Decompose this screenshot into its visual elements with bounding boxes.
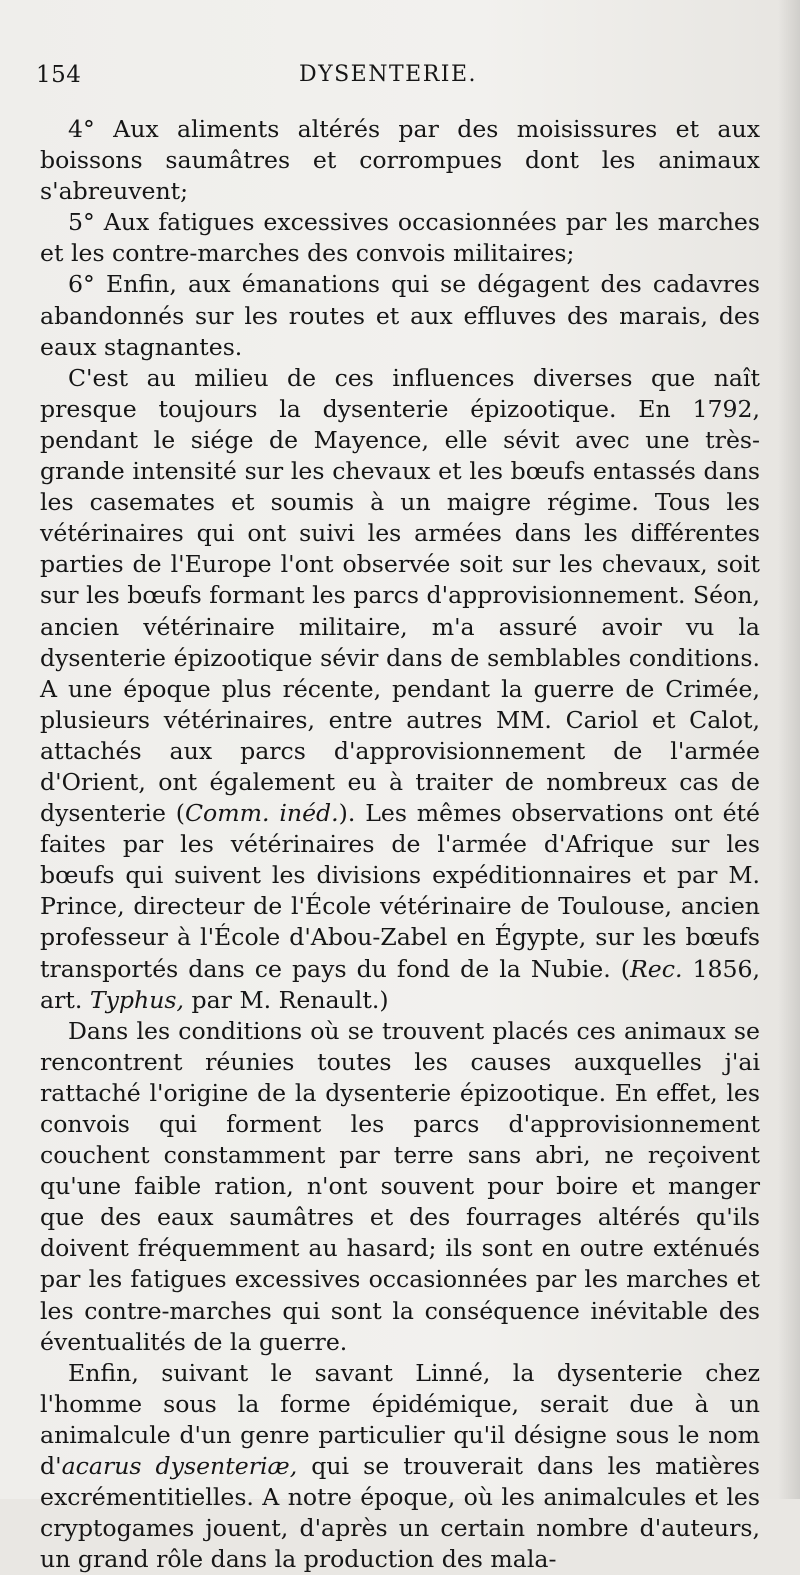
page-number: 154 <box>36 62 82 88</box>
text-run: Enfin, suivant le savant Linné, la dysenterie chez l'homme sous la forme épidémique, serait due à un animalcule d'un genre particulier qu'il désigne sous le nom d' <box>40 1358 760 1481</box>
paragraph-linne <box>40 1358 760 1575</box>
body-text <box>40 114 760 1575</box>
text-run: par M. Renault.) <box>184 985 389 1014</box>
italic-run-comm-ined: Comm. inéd. <box>184 799 339 828</box>
italic-run-acarus: acarus dysenteriæ, <box>61 1452 298 1481</box>
page-header <box>36 62 740 102</box>
text-run: C'est au milieu de ces influences diverses que naît presque toujours la dysenterie épizootique. En 1792, pendant le siége de Mayence, elle sévit avec une très-grande intensité sur les chevaux et les bœufs entassés dans les casemates et soumis à un maigre régime. Tous les vétérinaires qui ont suivi les armées dans les différentes parties de l'Europe l'ont observée soit sur les chevaux, soit sur les bœufs formant les parcs d'approvisionnement. Séon, ancien vétérinaire militaire, m'a assuré avoir vu la dysenterie épizootique sévir dans de semblables conditions. A une époque plus récente, pendant la guerre de Crimée, plusieurs vétérinaires, entre autres MM. Cariol et Calot, attachés aux parcs d'approvisionnement de l'armée d'Orient, ont également eu à traiter de nombreux cas de dysenterie ( <box>40 363 760 828</box>
italic-run-rec: Rec. <box>630 954 683 983</box>
paragraph-item-5: 5° Aux fatigues excessives occasionnées par les marches et les contre-marches des convois militaires; <box>40 208 760 268</box>
italic-run-typhus: Typhus, <box>89 985 184 1014</box>
paragraph-conditions-convois: Dans les conditions où se trouvent placés ces animaux se rencontrent réunies toutes les causes auxquelles j'ai rattaché l'origine de la dysenterie épizootique. En effet, les convois qui forment les parcs d'approvisionnement couchent constamment par terre sans abri, ne reçoivent qu'une faible ration, n'ont souvent pour boire et manger que des eaux saumâtres et des fourrages altérés qu'ils doivent fréquemment au hasard; ils sont en outre exténués par les fatigues excessives occasionnées par les marches et les contre-marches qui sont la conséquence inévitable des éventualités de la guerre. <box>40 1016 760 1356</box>
paragraph-item-4: 4° Aux aliments altérés par des moisissures et aux boissons saumâtres et corrompues dont les animaux s'abreuvent; <box>40 115 760 206</box>
text-run: qui se trouverait dans les matières excrémentitielles. A notre époque, où les animalcules et les cryptogames jouent, d'après un certain nombre d'auteurs, un grand rôle dans la production des mala- <box>40 1452 760 1574</box>
paragraph-dysenterie-militaire <box>40 363 760 1016</box>
page-edge-shadow <box>778 0 800 1499</box>
paragraph-item-6: 6° Enfin, aux émanations qui se dégagent des cadavres abandonnés sur les routes et aux effluves des marais, des eaux stagnantes. <box>40 270 760 361</box>
running-title: DYSENTERIE. <box>298 62 478 87</box>
text-run: 1856, art. <box>40 954 761 1014</box>
text-run: ). Les mêmes observations ont été faites par les vétérinaires de l'armée d'Afrique sur les bœufs qui suivent les divisions expéditionnaires et par M. Prince, directeur de l'École vétérinaire de Toulouse, ancien professeur à l'École d'Abou-Zabel en Égypte, sur les bœufs transportés dans ce pays du fond de la Nubie. ( <box>40 799 760 983</box>
